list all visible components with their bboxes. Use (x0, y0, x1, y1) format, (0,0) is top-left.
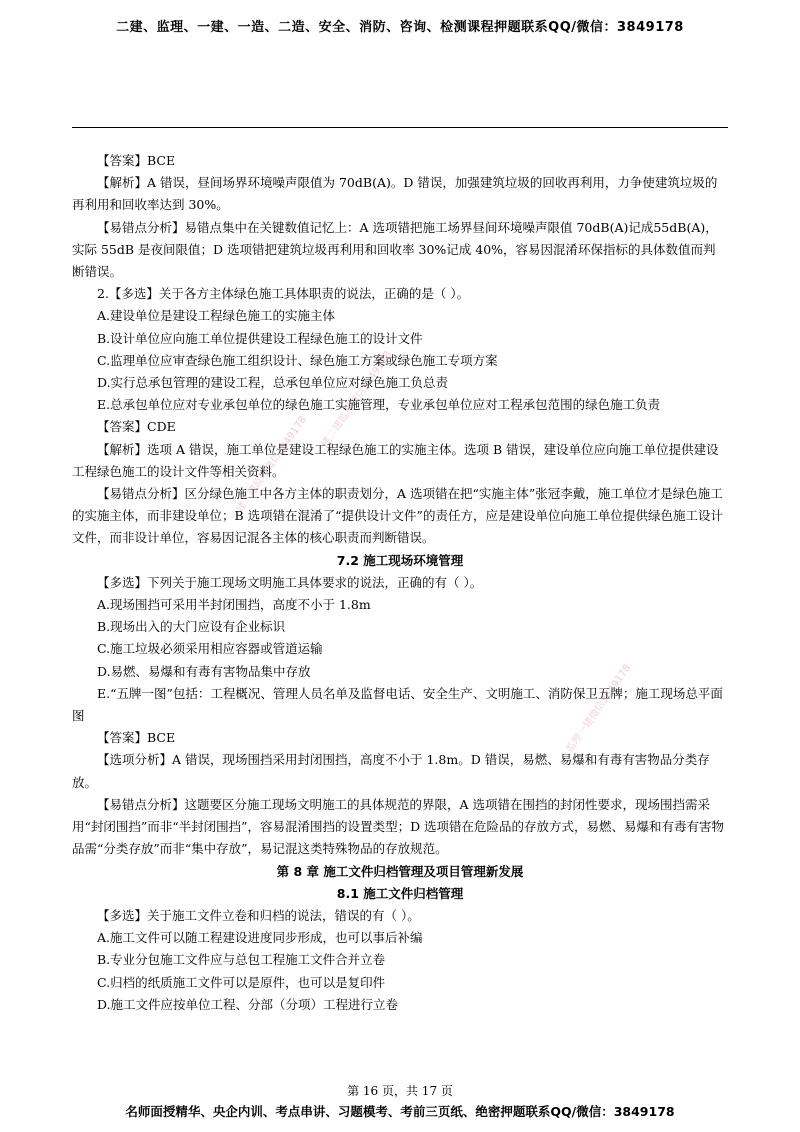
answer-paragraph: 【答案】CDE (97, 419, 176, 435)
section-heading: 7.2 施工现场环境管理 (336, 552, 464, 568)
question-text: 【多选】关于施工文件立卷和归档的说法，错误的有（ ）。 (97, 907, 420, 923)
option-item: A.施工文件可以随工程建设进度同步形成，也可以事后补编 (97, 930, 423, 946)
watermark-text: 一建二建监理微信3849178 (313, 349, 395, 458)
page-number: 第 16 页，共 17 页 (347, 1084, 453, 1098)
question-text: 【多选】下列关于施工现场文明施工具体要求的说法，正确的有（ ）。 (97, 574, 483, 590)
option-item: E.总承包单位应对专业承包单位的绿色施工实施管理，专业承包单位应对工程承包范围的绿色施工负责 (97, 397, 661, 413)
option-item: C.施工垃圾必须采用相应容器或管道运输 (97, 641, 323, 657)
error-analysis-paragraph: 【易错点分析】易错点集中在关键数值记忆上：A 选项错把施工场界昼间环境噪声限值 70dB(A)记成55dB(A)，实际 55dB 是夜间限值；D 选项错把建筑垃圾再利用和回收率 30%记成 40%，容易因混淆环保指标的具体数值而判断错误。 (72, 219, 718, 280)
analysis-paragraph: 【解析】A 错误，昼间场界环境噪声限值为 70dB(A)。D 错误，加强建筑垃圾的回收再利用，力争使建筑垃圾的再利用和回收率达到 30%。 (72, 175, 718, 213)
analysis-paragraph: 【选项分析】A 错误，现场围挡采用封闭围挡，高度不小于 1.8m。D 错误，易燃、易爆和有毒有害物品分类存放。 (72, 752, 710, 790)
watermark-text: 一建二建监理微信3849178 (228, 414, 310, 523)
option-item: E.“五牌一图”包括：工程概况、管理人员名单及监督电话、安全生产、文明施工、消防保卫五牌；施工现场总平面图 (72, 685, 723, 724)
option-item: B.专业分包施工文件应与总包工程施工文件合并立卷 (97, 952, 386, 968)
section-heading: 8.1 施工文件归档管理 (336, 885, 464, 901)
document-body (72, 150, 728, 1016)
option-item: B.设计单位应向施工单位提供建设工程绿色施工的设计文件 (97, 330, 423, 346)
answer-paragraph: 【答案】BCE (97, 153, 176, 168)
option-item: A.建设单位是建设工程绿色施工的实施主体 (97, 308, 336, 324)
option-item: C.归档的纸质施工文件可以是原件，也可以是复印件 (97, 974, 386, 990)
option-item: D.实行总承包管理的建设工程，总承包单位应对绿色施工负总责 (97, 375, 449, 391)
option-item: A.现场围挡可采用半封闭围挡，高度不小于 1.8m (97, 597, 371, 613)
option-item: C.监理单位应审查绿色施工组织设计、绿色施工方案或绿色施工专项方案 (97, 352, 498, 368)
option-item: B.现场出入的大门应设有企业标识 (97, 619, 286, 635)
footer-promo: 名师面授精华、央企内训、考点串讲、习题模考、考前三页纸、绝密押题联系QQ/微信：3849178 (125, 1104, 675, 1119)
error-analysis-paragraph: 【易错点分析】这题要区分施工现场文明施工的具体规范的界限，A 选项错在围挡的封闭性要求，现场围挡需采用“封闭围挡”而非“半封闭围挡”，容易混淆围挡的设置类型；D 选项错在危险品的存放方式，易燃、易爆和有毒有害物品需“分类存放”而非“集中存放”，易记混这类特殊物品的存放规范。 (72, 796, 725, 857)
question-text: 2.【多选】关于各方主体绿色施工具体职责的说法，正确的是（ ）。 (97, 286, 470, 302)
watermark-text: 监理一建微信3849178 (564, 662, 634, 755)
option-item: D.易燃、易爆和有毒有害物品集中存放 (97, 663, 311, 679)
header-divider (72, 127, 728, 128)
analysis-paragraph: 【解析】选项 A 错误，施工单位是建设工程绿色施工的实施主体。选项 B 错误，建设单位应向施工单位提供建设工程绿色施工的设计文件等相关资料。 (72, 441, 719, 479)
error-analysis-paragraph: 【易错点分析】区分绿色施工中各方主体的职责划分，A 选项错在把“实施主体”张冠李戴，施工单位才是绿色施工的实施主体，而非建设单位；B 选项错在混淆了“提供设计文件”的责任方，应是建设单位向施工单位提供绿色施工设计文件，而非设计单位，容易因记混各主体的核心职责而判断错误。 (72, 486, 723, 546)
chapter-heading: 第 8 章 施工文件归档管理及项目管理新发展 (276, 863, 524, 879)
answer-paragraph: 【答案】BCE (97, 730, 176, 746)
header-promo: 二建、监理、一建、一造、二造、安全、消防、咨询、检测课程押题联系QQ/微信：3849178 (116, 20, 684, 35)
option-item: D.施工文件应按单位工程、分部（分项）工程进行立卷 (97, 996, 399, 1012)
